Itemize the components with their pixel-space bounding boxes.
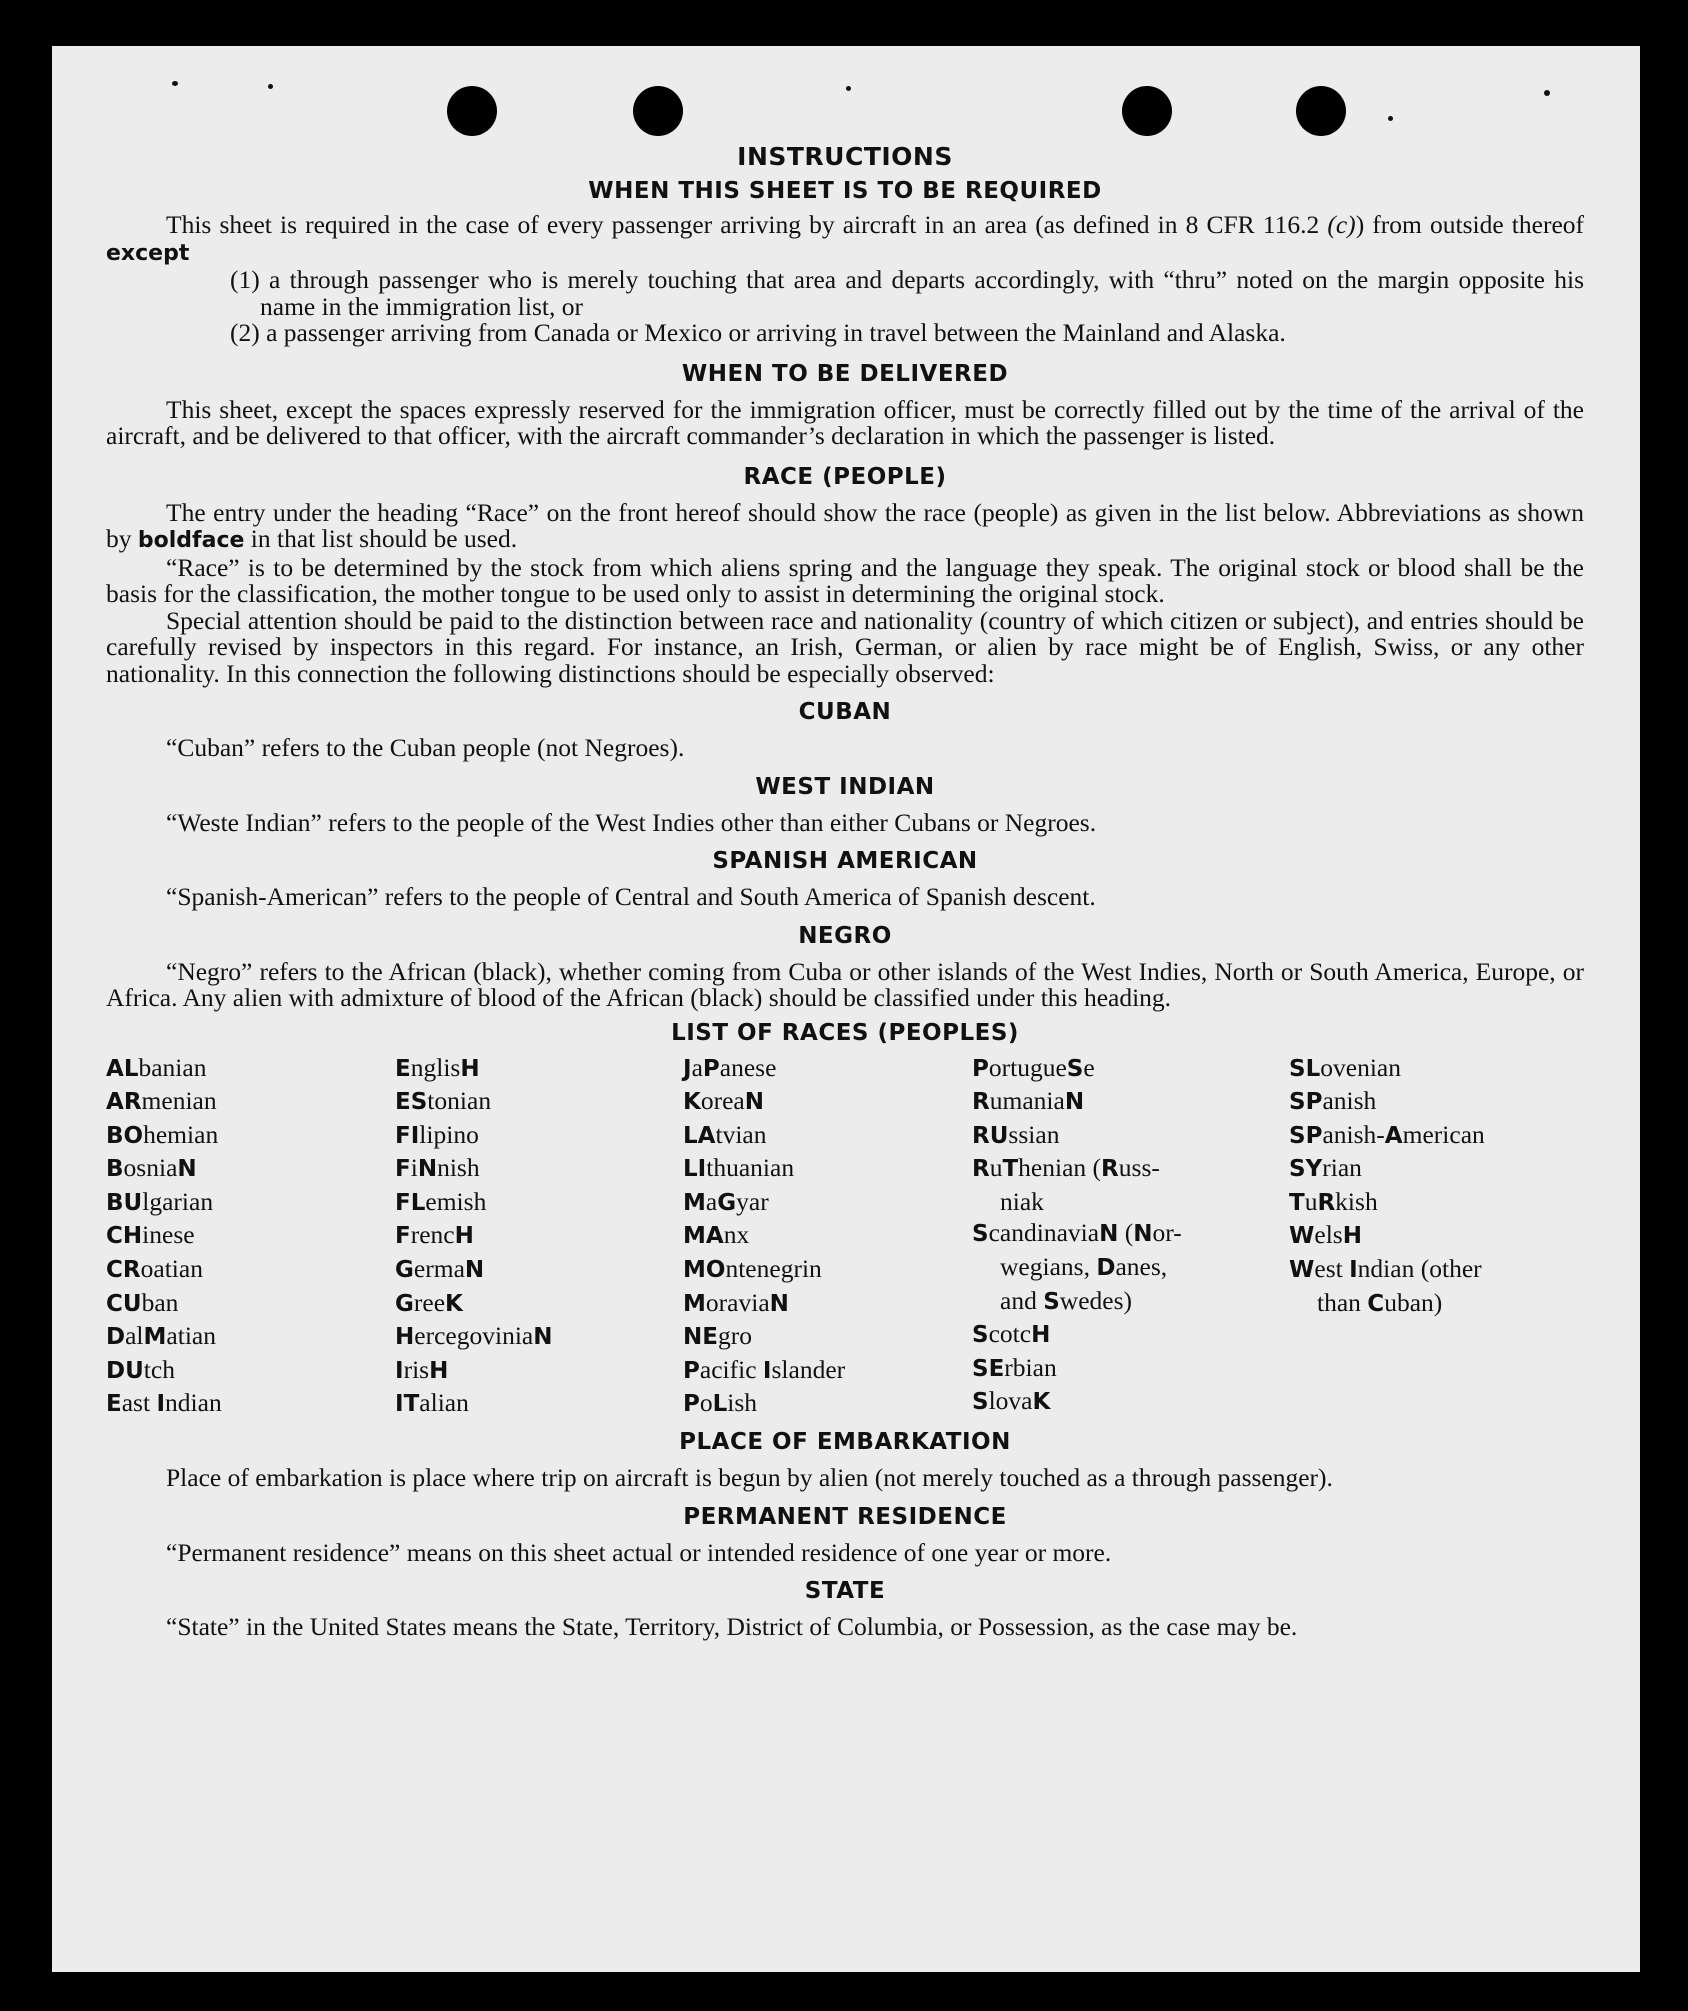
race-paragraph-3: Special attention should be paid to the distinction between race and nationality (country of which citizen or subject), and entries should be carefully revised by inspectors in this regard. For instance, an Irish, German, or alien by race might be of English, Swiss, or any other nationality. In this connection the following distinctions should be especially observed: (106, 605, 1584, 688)
race-entry: CUban (106, 1287, 179, 1317)
race-entry: ITalian (395, 1388, 469, 1418)
race-entry: MOntenegrin (683, 1254, 822, 1284)
race-paragraph-2: “Race” is to be determined by the stock from which aliens spring and the language they speak. The original stock or blood shall be the basis for the classification, the mother tongue to be used only to assist in determining the original stock. (106, 552, 1584, 608)
race-entry: MaGyar (683, 1186, 769, 1216)
race-entry: BUlgarian (106, 1186, 214, 1216)
race-entry: NEgro (683, 1321, 752, 1351)
race-entry: JaPanese (683, 1052, 777, 1082)
race-entry: GreeK (395, 1287, 463, 1317)
section-heading-permanent-residence: PERMANENT RESIDENCE (683, 1503, 1007, 1530)
race-entry: wegians, Danes, (1000, 1252, 1168, 1282)
race-entry: MoraviaN (683, 1287, 789, 1317)
race-entry: Pacific Islander (683, 1354, 846, 1384)
race-entry: ScotcH (972, 1319, 1051, 1349)
permanent-residence-text: “Permanent residence” means on this sheet actual or intended residence of one year or more. (166, 1537, 1112, 1567)
race-entry: EStonian (395, 1086, 492, 1116)
race-paragraph-1: The entry under the heading “Race” on the front hereof should show the race (people) as given in the list below. Abbreviations as shown by boldface in that list should be used. (106, 497, 1584, 553)
ink-speck (172, 81, 178, 86)
race-entry: SErbian (972, 1352, 1057, 1382)
race-entry: PortugueSe (972, 1052, 1095, 1082)
section-heading-west-indian: WEST INDIAN (755, 773, 935, 800)
punch-hole (447, 86, 497, 136)
race-entry: FLemish (395, 1186, 487, 1216)
race-entry: and Swedes) (1000, 1285, 1133, 1315)
west-indian-text: “Weste Indian” refers to the people of the West Indies other than either Cubans or Negroes. (166, 807, 1097, 837)
race-entry: ARmenian (106, 1086, 217, 1116)
race-entry: LAtvian (683, 1119, 767, 1149)
race-entry: IrisH (395, 1354, 449, 1384)
race-entry: SLovenian (1289, 1052, 1401, 1082)
section-heading-place-of-embarkation: PLACE OF EMBARKATION (679, 1429, 1011, 1456)
race-entry: LIthuanian (683, 1153, 795, 1183)
race-entry: RUssian (972, 1119, 1060, 1149)
race-entry: than Cuban) (1317, 1287, 1443, 1317)
exception-item-1: (1) a through passenger who is merely touching that area and departs accordingly, with “thru” noted on the margin opposite his name in the immigration list, or (230, 265, 1584, 321)
race-entry: DUtch (106, 1354, 175, 1384)
ink-speck (1388, 116, 1393, 121)
when-required-intro: This sheet is required in the case of every passenger arriving by aircraft in an area (as defined in 8 CFR 116.2 (c)) from outside thereof except (106, 210, 1584, 266)
race-entry: CHinese (106, 1220, 195, 1250)
race-entry: DalMatian (106, 1321, 216, 1351)
race-entry: SYrian (1289, 1153, 1362, 1183)
race-list (106, 1052, 1584, 1422)
cuban-text: “Cuban” refers to the Cuban people (not Negroes). (166, 733, 685, 762)
place-of-embarkation-text: Place of embarkation is place where trip on aircraft is begun by alien (not merely touched as a through passenger). (166, 1463, 1333, 1493)
race-entry: ALbanian (106, 1052, 207, 1082)
section-heading-spanish-american: SPANISH AMERICAN (712, 848, 978, 874)
exception-list (230, 267, 1584, 347)
when-delivered-text: This sheet, except the spaces expressly reserved for the immigration officer, must be correctly filled out by the time of the arrival of the aircraft, and be delivered to that officer, with the aircraft commander’s declaration in which the passenger is listed. (106, 394, 1584, 450)
punch-hole (1122, 86, 1172, 136)
race-entry: SlovaK (972, 1386, 1051, 1416)
race-entry: WelsH (1289, 1220, 1362, 1250)
race-entry: BOhemian (106, 1119, 219, 1149)
race-entry: MAnx (683, 1220, 750, 1250)
race-column (972, 1052, 1289, 1422)
race-entry: SPanish-American (1289, 1119, 1485, 1149)
race-entry: EnglisH (395, 1052, 480, 1082)
race-entry: RuThenian (Russ- (972, 1153, 1160, 1183)
race-entry: GermaN (395, 1254, 485, 1284)
race-entry: HercegoviniaN (395, 1321, 553, 1351)
race-column (106, 1052, 395, 1422)
section-heading-when-delivered: WHEN TO BE DELIVERED (681, 360, 1009, 387)
punch-hole (1296, 86, 1346, 136)
state-text: “State” in the United States means the State, Territory, District of Columbia, or Possession, as the case may be. (166, 1612, 1298, 1642)
section-heading-list-of-races: LIST OF RACES (PEOPLES) (671, 1019, 1019, 1046)
ink-speck (846, 86, 851, 91)
section-heading-negro: NEGRO (798, 922, 892, 949)
document-page (52, 46, 1640, 1972)
race-column (683, 1052, 972, 1422)
race-entry: SPanish (1289, 1086, 1377, 1116)
section-heading-cuban: CUBAN (798, 699, 892, 725)
race-entry: East Indian (106, 1388, 222, 1418)
negro-text: “Negro” refers to the African (black), whether coming from Cuba or other islands of the West Indies, North or South America, Europe, or Africa. Any alien with admixture of blood of the African (black) should be classified under this heading. (106, 956, 1584, 1012)
section-heading-state: STATE (804, 1578, 886, 1605)
race-entry: PoLish (683, 1388, 758, 1418)
punch-hole (633, 86, 683, 136)
race-entry: FiNnish (395, 1153, 480, 1183)
race-column (395, 1052, 683, 1422)
spanish-american-text: “Spanish-American” refers to the people of Central and South America of Spanish descent. (166, 882, 1096, 911)
race-entry: ScandinaviaN (Nor- (972, 1218, 1182, 1248)
race-entry: RumaniaN (972, 1086, 1085, 1116)
ink-speck (268, 84, 273, 89)
race-entry: West Indian (other (1289, 1254, 1482, 1284)
section-heading-race: RACE (PEOPLE) (743, 463, 947, 490)
race-entry: FrencH (395, 1220, 474, 1250)
section-heading-when-required: WHEN THIS SHEET IS TO BE REQUIRED (588, 178, 1102, 204)
race-entry: niak (1000, 1186, 1044, 1216)
race-column (1289, 1052, 1489, 1422)
race-entry: BosniaN (106, 1153, 197, 1183)
exception-item-2: (2) a passenger arriving from Canada or Mexico or arriving in travel between the Mainland and Alaska. (230, 318, 1286, 347)
page-title: INSTRUCTIONS (737, 142, 953, 171)
ink-speck (1544, 90, 1550, 96)
race-entry: CRoatian (106, 1254, 203, 1284)
race-entry: FIlipino (395, 1119, 479, 1149)
race-entry: TuRkish (1289, 1186, 1378, 1216)
race-entry: KoreaN (683, 1086, 764, 1116)
instructions-body (106, 144, 1584, 1641)
